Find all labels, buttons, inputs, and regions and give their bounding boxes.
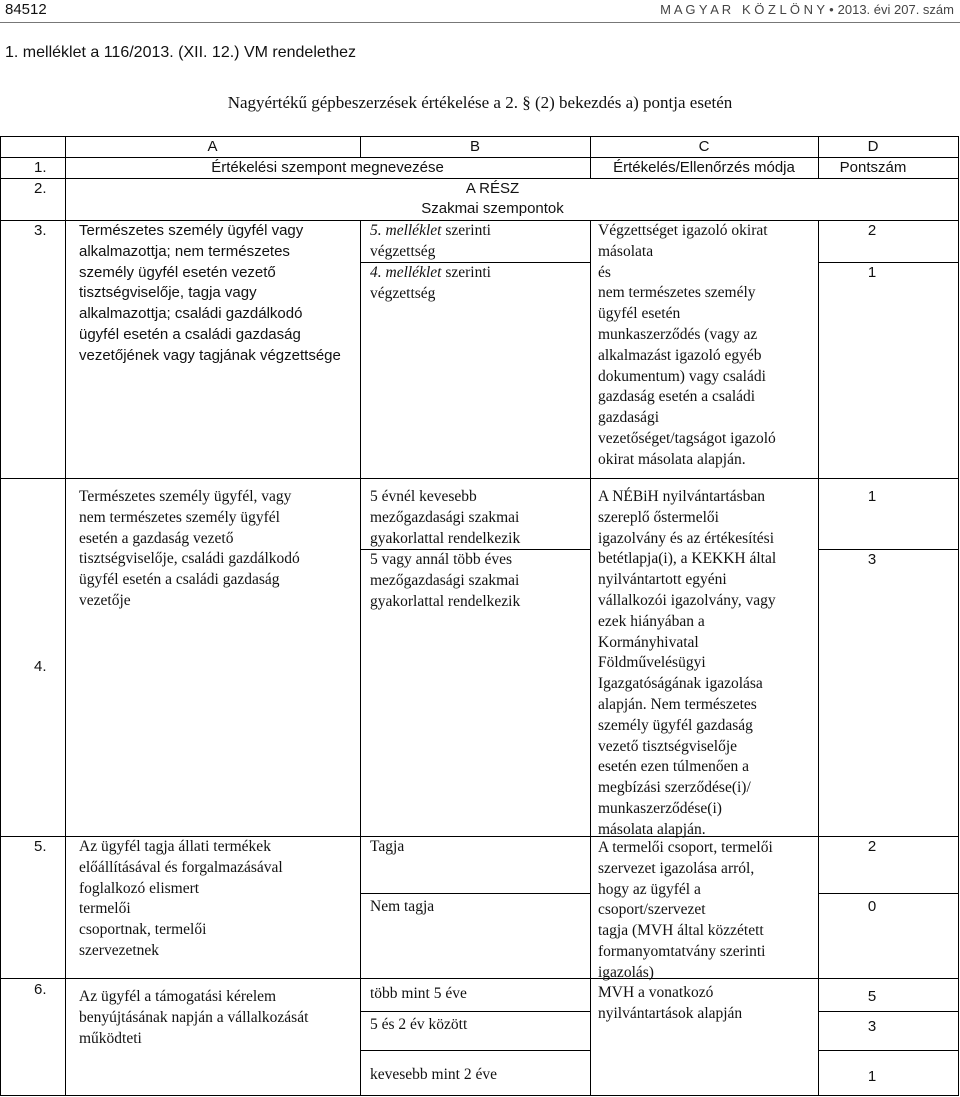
method-cell: A termelői csoport, termelői szervezet igazolása arról, hogy az ügyfél a csoport/szervezet tagja (MVH által közzétett formanyomtatvány szerinti igazolás) bbox=[598, 839, 773, 981]
points-cell: 3 bbox=[867, 1018, 877, 1035]
journal-header bbox=[656, 2, 954, 17]
column-rule bbox=[65, 136, 66, 1096]
method-cell: MVH a vonatkozó nyilvántartások alapján bbox=[598, 984, 743, 1022]
criterion-cell: Az ügyfél tagja állati termékek előállításával és forgalmazásával foglalkozó elismert termelői csoportnak, termelői szervezetnek bbox=[79, 838, 283, 959]
annex-reference: 4. melléklet bbox=[370, 264, 442, 281]
row-number: 3. bbox=[34, 222, 47, 239]
subsection-title: Szakmai szempontok bbox=[421, 200, 564, 217]
annex-reference: 5. melléklet bbox=[370, 222, 442, 239]
points-cell: 1 bbox=[867, 488, 877, 505]
issue-info: 2013. évi 207. szám bbox=[837, 2, 954, 17]
method-header: Értékelés/Ellenőrzés módja bbox=[613, 159, 795, 176]
row-number: 5. bbox=[34, 838, 47, 855]
column-letter-b: B bbox=[469, 138, 480, 155]
points-header: Pontszám bbox=[839, 159, 907, 176]
row-number: 1. bbox=[34, 159, 47, 176]
option-rule bbox=[818, 1050, 959, 1051]
option-rule bbox=[818, 1011, 959, 1012]
option-text: kevesebb mint 2 éve bbox=[370, 1066, 497, 1083]
annex-title: 1. melléklet a 116/2013. (XII. 12.) VM rendelethez bbox=[5, 44, 357, 61]
points-cell: 1 bbox=[867, 1068, 877, 1085]
option-rule bbox=[818, 893, 959, 894]
column-letter-a: A bbox=[207, 138, 218, 155]
table-rule bbox=[0, 1095, 959, 1096]
option-text: 5 évnél kevesebb mezőgazdasági szakmai gyakorlattal rendelkezik bbox=[370, 488, 521, 547]
option-text: 5 vagy annál több éves mezőgazdasági szakmai gyakorlattal rendelkezik bbox=[370, 551, 521, 610]
criterion-cell: Természetes személy ügyfél vagy alkalmazottja; nem természetes személy ügyfél esetén vezető tisztségviselője, tagja vagy alkalmazottja; családi gazdálkodó ügyfél esetén a családi gazdaság vezetőjének vagy tagjának végzettsége bbox=[79, 222, 341, 364]
option-text: több mint 5 éve bbox=[370, 985, 467, 1002]
table-border bbox=[0, 136, 1, 1096]
option-rule bbox=[360, 1011, 590, 1012]
journal-name: M A G Y A R K Ö Z L Ö N Y bbox=[660, 2, 826, 17]
column-rule bbox=[360, 220, 361, 1096]
option-text: szerinti végzettség bbox=[370, 264, 491, 302]
page-number: 84512 bbox=[5, 1, 47, 18]
section-title: A RÉSZ bbox=[465, 180, 520, 197]
option-text: szerinti végzettség bbox=[370, 222, 491, 260]
column-rule bbox=[590, 220, 591, 1096]
table-rule bbox=[0, 157, 959, 158]
column-rule bbox=[818, 220, 819, 1096]
points-cell: 2 bbox=[867, 222, 877, 239]
points-cell: 1 bbox=[867, 264, 877, 281]
method-cell: A NÉBiH nyilvántartásban szereplő őstermelői igazolvány és az értékesítési betétlapja(i), a KEKKH által nyilvántartott egyéni vállalkozói igazolvány, vagy ezek hiányában a Kormányhivatal Földművelésügyi Igazgatóságának igazolása alapján. Nem természetes személy ügyfél gazdaság vezető tisztségviselője esetén ezen túlmenően a megbízási szerződése(i)/ munkaszerződése(i) másolata alapján. bbox=[598, 488, 777, 838]
option-text: Nem tagja bbox=[370, 898, 435, 915]
criterion-header: Értékelési szempont megnevezése bbox=[211, 159, 444, 176]
header-rule bbox=[0, 22, 960, 23]
option-rule bbox=[360, 1050, 590, 1051]
option-cell bbox=[370, 263, 491, 305]
table-rule bbox=[0, 178, 959, 179]
table-rule bbox=[0, 478, 959, 479]
option-text: Tagja bbox=[370, 838, 405, 855]
points-cell: 3 bbox=[867, 551, 877, 568]
column-letter-c: C bbox=[698, 138, 710, 155]
points-cell: 0 bbox=[867, 898, 877, 915]
row-number: 2. bbox=[34, 180, 47, 197]
option-cell bbox=[370, 221, 491, 263]
table-border bbox=[958, 136, 959, 1096]
table-rule bbox=[0, 978, 959, 979]
table-title: Nagyértékű gépbeszerzések értékelése a 2. § (2) bekezdés a) pontja esetén bbox=[227, 93, 733, 112]
points-cell: 5 bbox=[867, 988, 877, 1005]
row-number: 4. bbox=[34, 658, 47, 675]
points-cell: 2 bbox=[867, 838, 877, 855]
table-rule bbox=[0, 136, 959, 137]
header-separator: • bbox=[829, 2, 834, 17]
option-rule bbox=[360, 893, 590, 894]
option-text: 5 és 2 év között bbox=[370, 1016, 468, 1033]
method-cell: Végzettséget igazoló okirat másolata és nem természetes személy ügyfél esetén munkaszerződés (vagy az alkalmazást igazoló egyéb dokumentum) vagy családi gazdaság esetén a családi gazdasági vezetőséget/tagságot igazoló okirat másolata alapján. bbox=[598, 222, 776, 468]
column-letter-d: D bbox=[867, 138, 879, 155]
criterion-cell: Természetes személy ügyfél, vagy nem természetes személy ügyfél esetén a gazdaság vezető tisztségviselője, családi gazdálkodó ügyfél esetén a családi gazdaság vezetője bbox=[79, 488, 300, 609]
criterion-cell: Az ügyfél a támogatási kérelem benyújtásának napján a vállalkozását működteti bbox=[79, 988, 309, 1047]
row-number: 6. bbox=[34, 981, 47, 998]
